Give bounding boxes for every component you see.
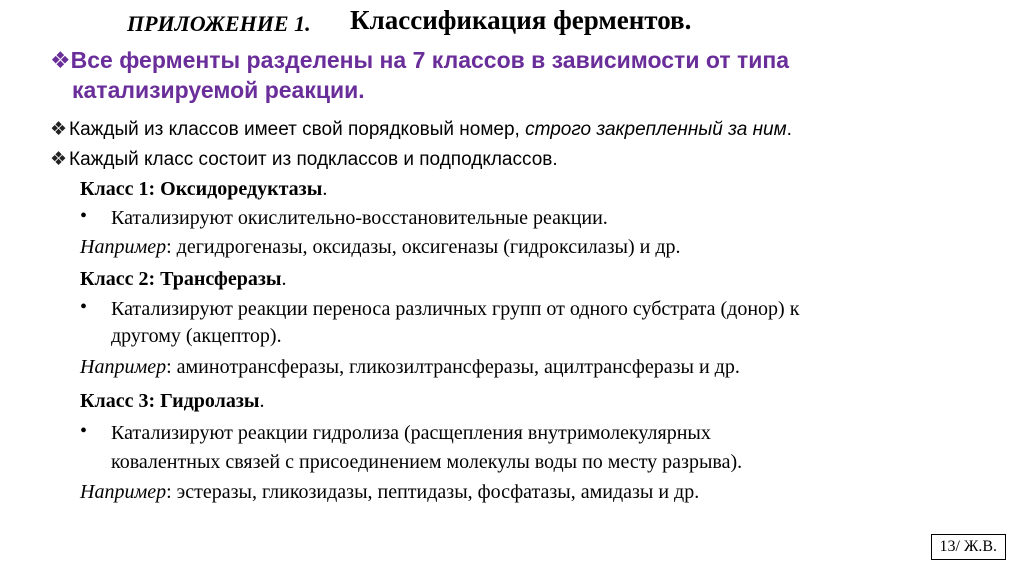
diamond-bullet-icon: ❖ <box>50 119 68 140</box>
class-3-description-line2: ковалентных связей с присоединением молекулы воды по месту разрыва). <box>111 451 743 473</box>
main-bullet-line1: Все ферменты разделены на 7 классов в зависимости от типа <box>70 47 790 73</box>
main-bullet <box>50 45 950 105</box>
class-3-heading: Класс 3: Гидролазы. <box>80 390 265 412</box>
class-1-example: Например: дегидрогеназы, оксидазы, оксигеназы (гидроксилазы) и др. <box>80 236 681 258</box>
bullet-dot-icon: • <box>80 205 88 227</box>
bullet-class-number: ❖ Каждый из классов имеет свой порядковый номер, строго закрепленный за ним. <box>50 119 792 140</box>
bullet-subclasses: ❖ Каждый класс состоит из подклассов и подподклассов. <box>50 149 558 170</box>
page-title: Классификация ферментов. <box>350 5 692 35</box>
class-1-description: Катализируют окислительно-восстановительные реакции. <box>111 207 608 229</box>
bullet-dot-icon: • <box>80 420 88 442</box>
class-3-description-line1: Катализируют реакции гидролиза (расщепления внутримолекулярных <box>111 422 711 444</box>
class-2-description-line2: другому (акцептор). <box>111 325 282 347</box>
class-3-example: Например: эстеразы, гликозидазы, пептидазы, фосфатазы, амидазы и др. <box>80 481 700 503</box>
main-bullet-line2: катализируемой реакции. <box>72 77 365 103</box>
class-1-heading: Класс 1: Оксидоредуктазы. <box>80 178 328 200</box>
diamond-bullet-icon: ❖ <box>50 47 71 73</box>
class-2-example: Например: аминотрансферазы, гликозилтрансферазы, ацилтрансферазы и др. <box>80 356 740 378</box>
class-2-heading: Класс 2: Трансферазы. <box>80 268 287 290</box>
diamond-bullet-icon: ❖ <box>50 149 68 170</box>
bullet-dot-icon: • <box>80 296 88 318</box>
page-number-badge: 13/ Ж.В. <box>931 534 1006 560</box>
appendix-label: ПРИЛОЖЕНИЕ 1. <box>127 11 311 36</box>
class-2-description-line1: Катализируют реакции переноса различных групп от одного субстрата (донор) к <box>111 298 800 320</box>
